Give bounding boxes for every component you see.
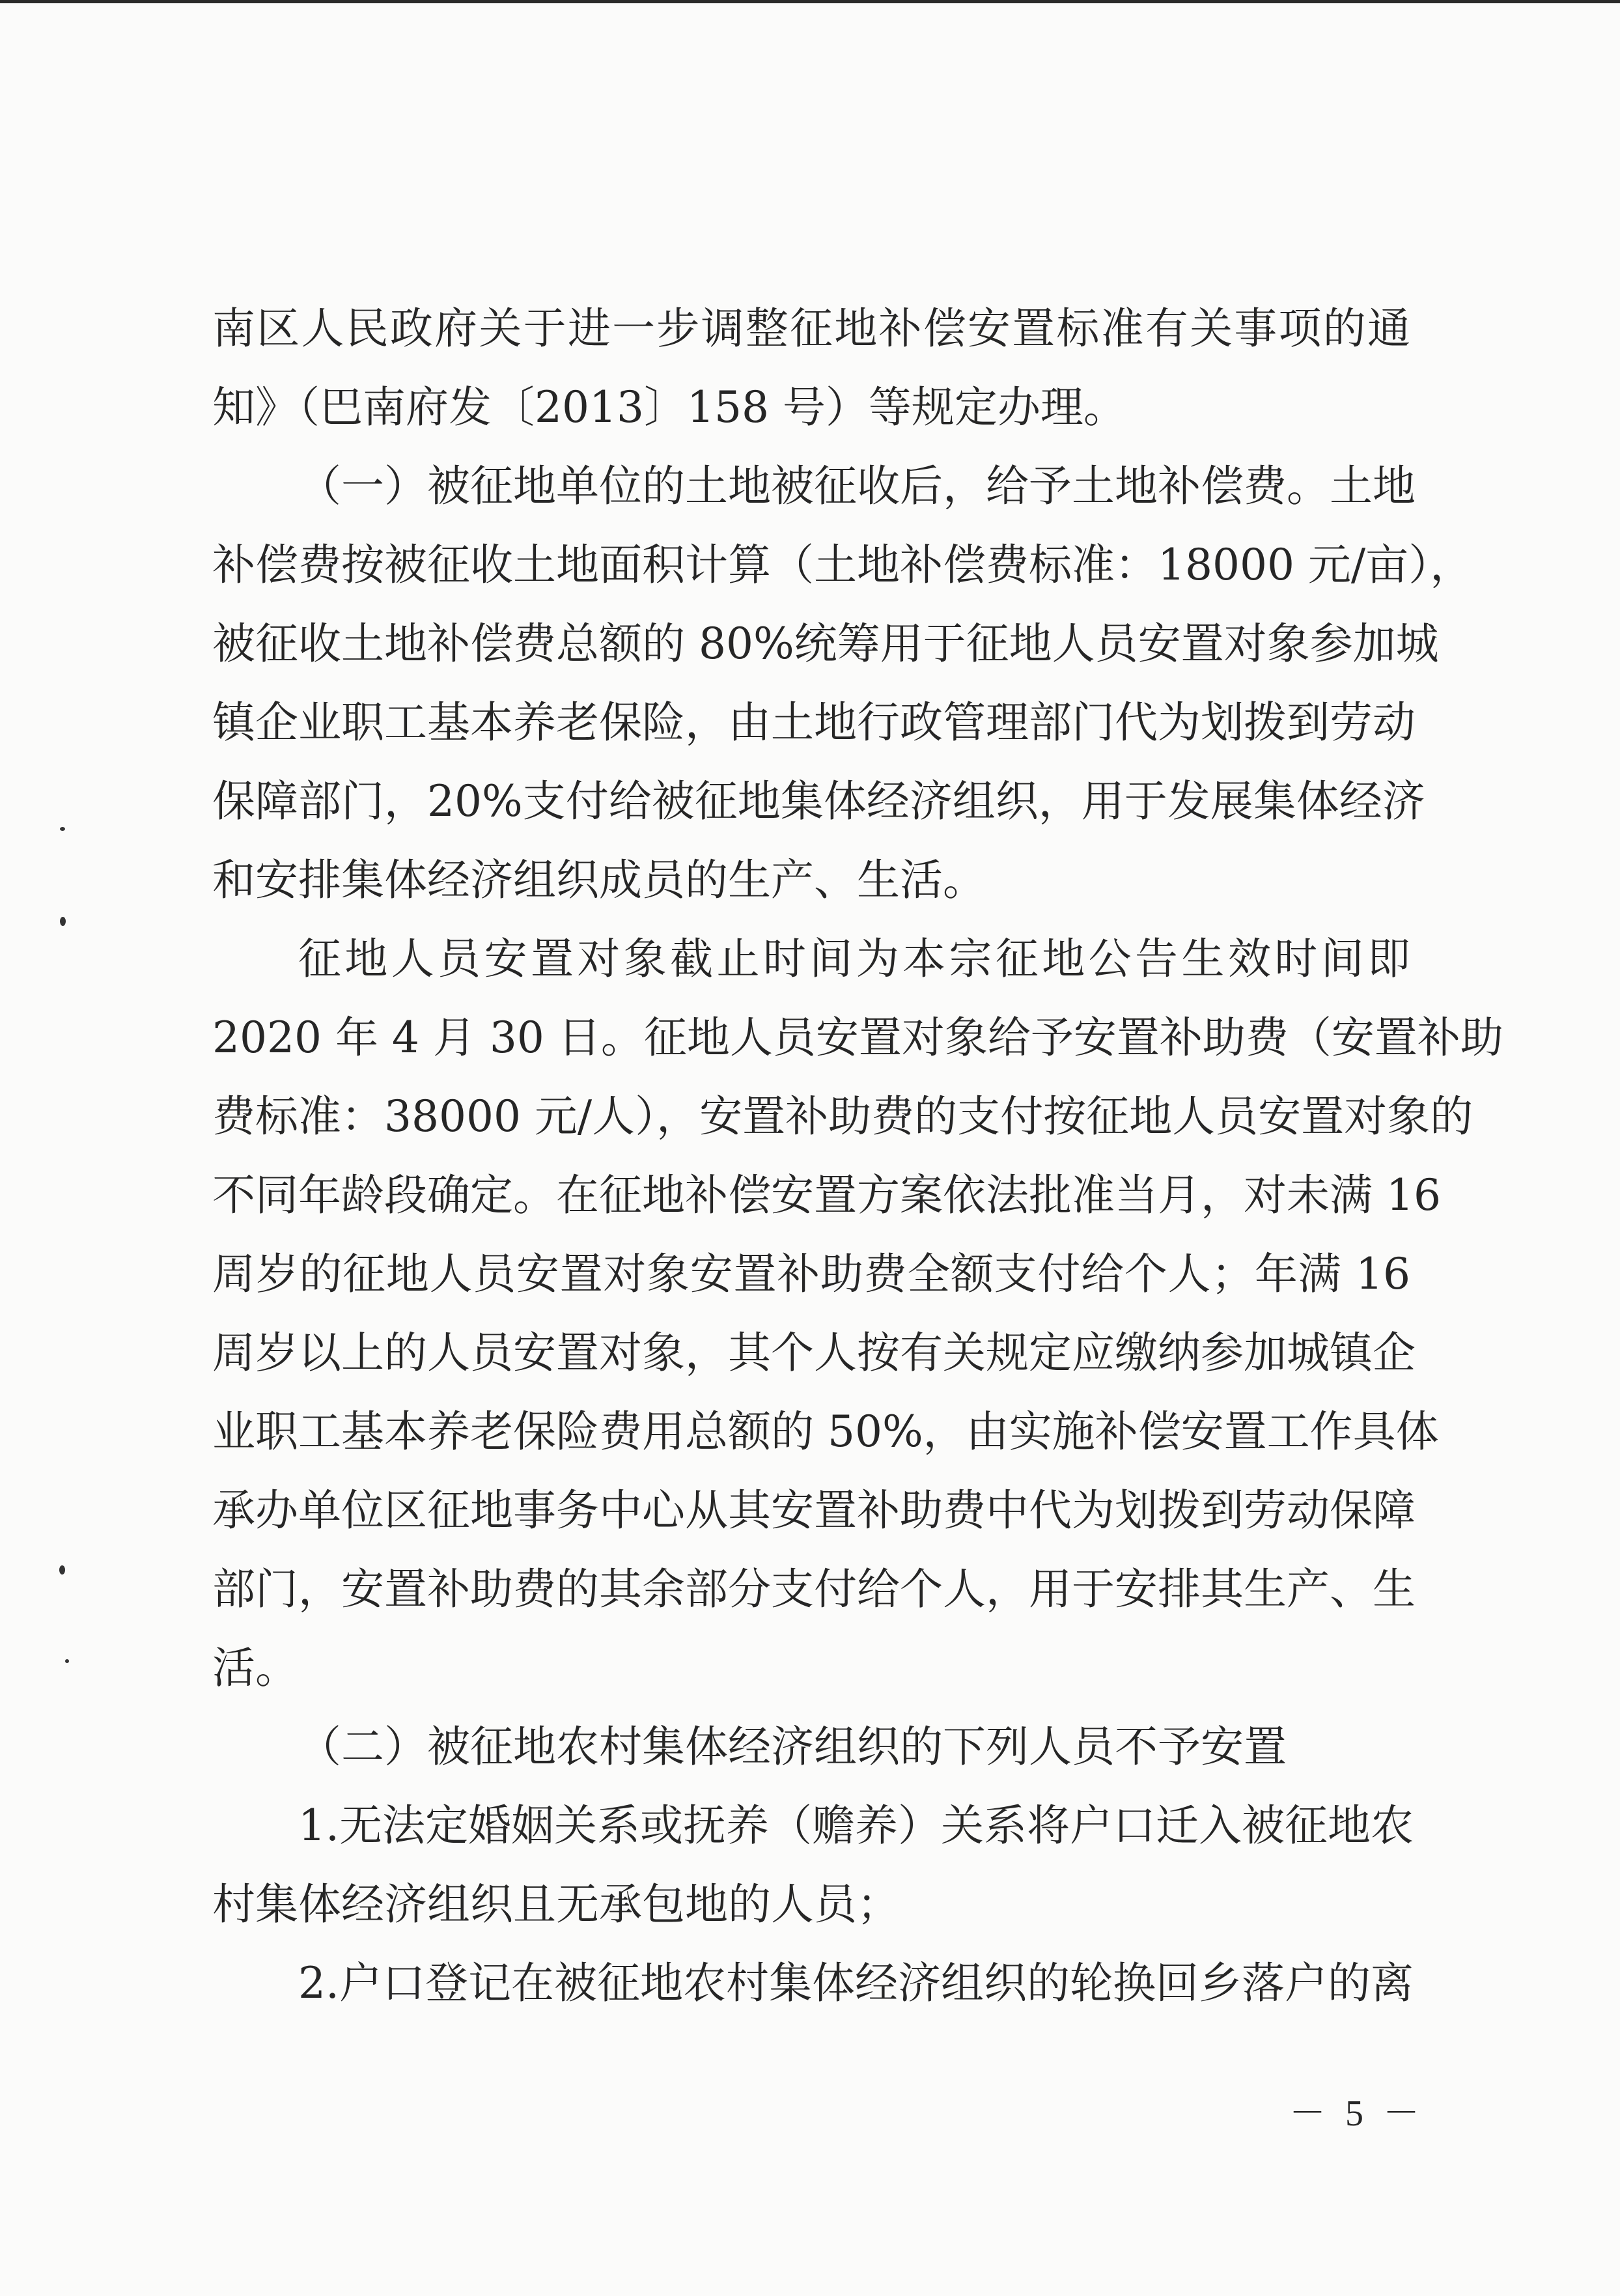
- text-line: 2020 年 4 月 30 日。征地人员安置对象给予安置补助费（安置补助: [212, 1013, 1503, 1063]
- text-line: 镇企业职工基本养老保险，由土地行政管理部门代为划拨到劳动: [212, 697, 1416, 748]
- paragraph-start-line: （一）被征地单位的土地被征收后，给予土地补偿费。土地: [298, 461, 1416, 511]
- text-line: 补偿费按被征收土地面积计算（土地补偿费标准：18000 元/亩），: [212, 540, 1473, 590]
- binding-hole-mark: [59, 1565, 65, 1575]
- text-line: 不同年龄段确定。在征地补偿安置方案依法批准当月，对未满 16: [212, 1170, 1441, 1220]
- text-line: 费标准：38000 元/人），安置补助费的支付按征地人员安置对象的: [212, 1091, 1473, 1141]
- text-line: 被征收土地补偿费总额的 80%统筹用于征地人员安置对象参加城: [212, 619, 1439, 669]
- text-line: 承办单位区征地事务中心从其安置补助费中代为划拨到劳动保障: [212, 1485, 1416, 1535]
- text-line: 南区人民政府关于进一步调整征地补偿安置标准有关事项的通: [212, 303, 1410, 354]
- text-line: 业职工基本养老保险费用总额的 50%，由实施补偿安置工作具体: [212, 1407, 1439, 1457]
- text-line: 活。: [212, 1643, 298, 1693]
- text-line: 周岁的征地人员安置对象安置补助费全额支付给个人；年满 16: [212, 1249, 1410, 1299]
- binding-hole-mark: [60, 917, 66, 926]
- text-line: 和安排集体经济组织成员的生产、生活。: [212, 855, 986, 905]
- page-number: － 5 －: [1289, 2093, 1425, 2134]
- paragraph-start-line: 征地人员安置对象截止时间为本宗征地公告生效时间即: [298, 934, 1410, 984]
- text-line: 周岁以上的人员安置对象，其个人按有关规定应缴纳参加城镇企: [212, 1328, 1416, 1378]
- text-line: 部门，安置补助费的其余部分支付给个人，用于安排其生产、生: [212, 1564, 1416, 1614]
- text-line: 保障部门，20%支付给被征地集体经济组织，用于发展集体经济: [212, 776, 1425, 826]
- binding-hole-mark: [60, 827, 65, 831]
- list-item-line: 2.户口登记在被征地农村集体经济组织的轮换回乡落户的离: [298, 1958, 1414, 2008]
- text-line: 知》（巴南府发〔2013〕158 号）等规定办理。: [212, 382, 1126, 432]
- document-body: [212, 289, 1503, 2023]
- binding-hole-mark: [65, 1659, 69, 1663]
- scan-top-edge: [0, 0, 1620, 3]
- list-item-line: 1.无法定婚姻关系或抚养（赡养）关系将户口迁入被征地农: [298, 1800, 1414, 1851]
- text-line: 村集体经济组织且无承包地的人员；: [212, 1879, 900, 1929]
- section-heading-line: （二）被征地农村集体经济组织的下列人员不予安置: [298, 1722, 1287, 1772]
